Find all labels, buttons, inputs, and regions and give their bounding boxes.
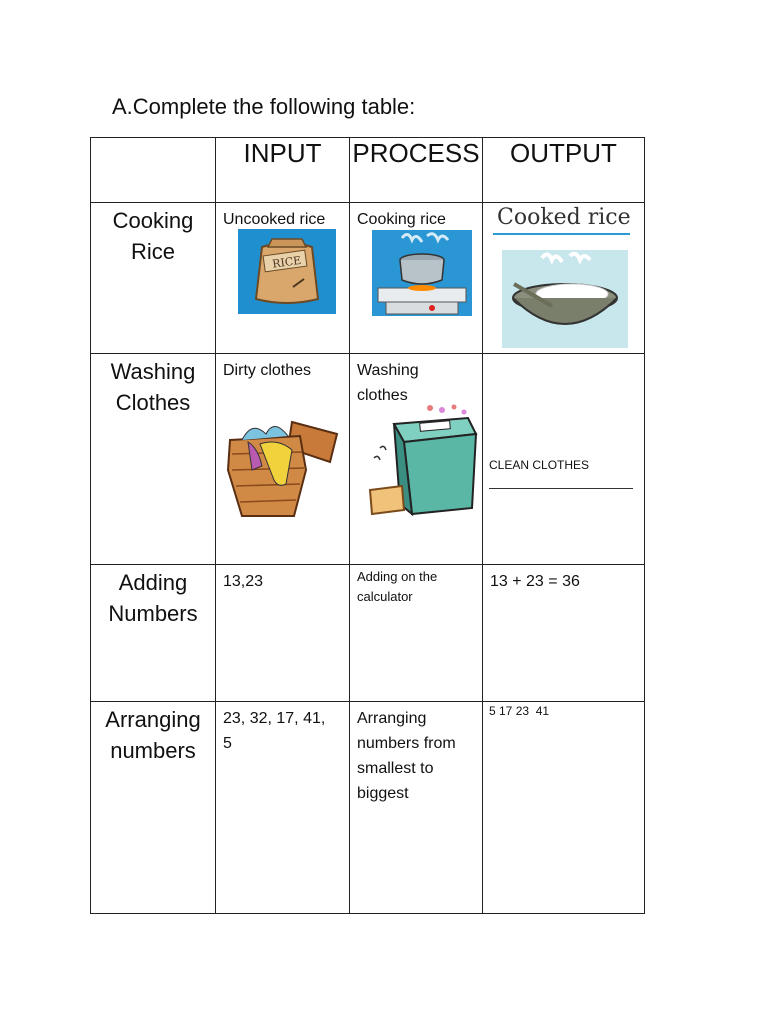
header-input: INPUT	[216, 138, 350, 203]
input-text: Uncooked rice	[223, 211, 326, 228]
process-text	[350, 354, 482, 408]
row-label-line: Arranging	[105, 707, 201, 732]
row-label-line: Numbers	[108, 601, 198, 626]
table-row	[91, 203, 645, 354]
header-empty-cell	[91, 138, 216, 203]
input-text: 13,23	[223, 573, 264, 590]
output-text: 5 17 23 41	[489, 704, 550, 718]
rice-bag-label: RICE	[271, 253, 303, 271]
row-label-line: Clothes	[115, 390, 191, 415]
output-cell	[483, 702, 645, 914]
output-text: CLEAN CLOTHES	[489, 458, 590, 472]
input-cell	[216, 565, 350, 702]
process-line: calculator	[357, 589, 413, 604]
input-text	[216, 702, 349, 756]
input-cell	[216, 354, 350, 565]
input-text: Dirty clothes	[223, 362, 312, 379]
row-label-line: Rice	[130, 239, 175, 264]
process-line: smallest to	[357, 760, 434, 777]
process-line: biggest	[357, 785, 409, 802]
table-row	[91, 565, 645, 702]
output-cell	[483, 565, 645, 702]
process-line: Adding on the	[357, 569, 438, 584]
process-line: Arranging	[357, 710, 427, 727]
header-output: OUTPUT	[483, 138, 645, 203]
row-label-cell	[91, 354, 216, 565]
process-text	[350, 565, 482, 607]
cooked-rice-image-label: Cooked rice	[497, 205, 631, 230]
process-text	[350, 702, 482, 806]
row-label-line: numbers	[110, 738, 196, 763]
laundry-basket-image	[222, 404, 344, 520]
worksheet-heading: A.Complete the following table:	[112, 94, 416, 119]
input-cell	[216, 702, 350, 914]
row-label-line: Cooking	[112, 208, 194, 233]
input-line: 23, 32, 17, 41,	[223, 710, 326, 727]
output-text: 13 + 23 = 36	[490, 573, 580, 590]
input-line: 5	[223, 735, 232, 752]
row-label-cell	[91, 702, 216, 914]
output-cell	[483, 354, 645, 565]
table-header-row	[91, 138, 645, 203]
cooked-rice-bowl-image	[502, 250, 628, 348]
rice-bag-image	[238, 229, 336, 314]
input-cell	[216, 203, 350, 354]
process-line: numbers from	[357, 735, 456, 752]
process-cell	[350, 565, 483, 702]
table-row	[91, 702, 645, 914]
input-process-output-table	[90, 137, 645, 914]
washing-machine-image	[364, 404, 482, 520]
row-label-cell	[91, 565, 216, 702]
answer-line	[489, 488, 633, 489]
output-cell	[483, 203, 645, 354]
cooking-pot-image	[372, 230, 472, 316]
row-label-line: Washing	[110, 359, 196, 384]
process-cell	[350, 354, 483, 565]
process-line: Washing	[357, 362, 419, 379]
row-label-cell	[91, 203, 216, 354]
process-cell	[350, 203, 483, 354]
process-text: Cooking rice	[357, 211, 446, 228]
row-label-line: Adding	[118, 570, 188, 595]
caption-underline	[493, 233, 630, 235]
process-cell	[350, 702, 483, 914]
header-process: PROCESS	[350, 138, 483, 203]
table-row	[91, 354, 645, 565]
process-line: clothes	[357, 387, 408, 404]
